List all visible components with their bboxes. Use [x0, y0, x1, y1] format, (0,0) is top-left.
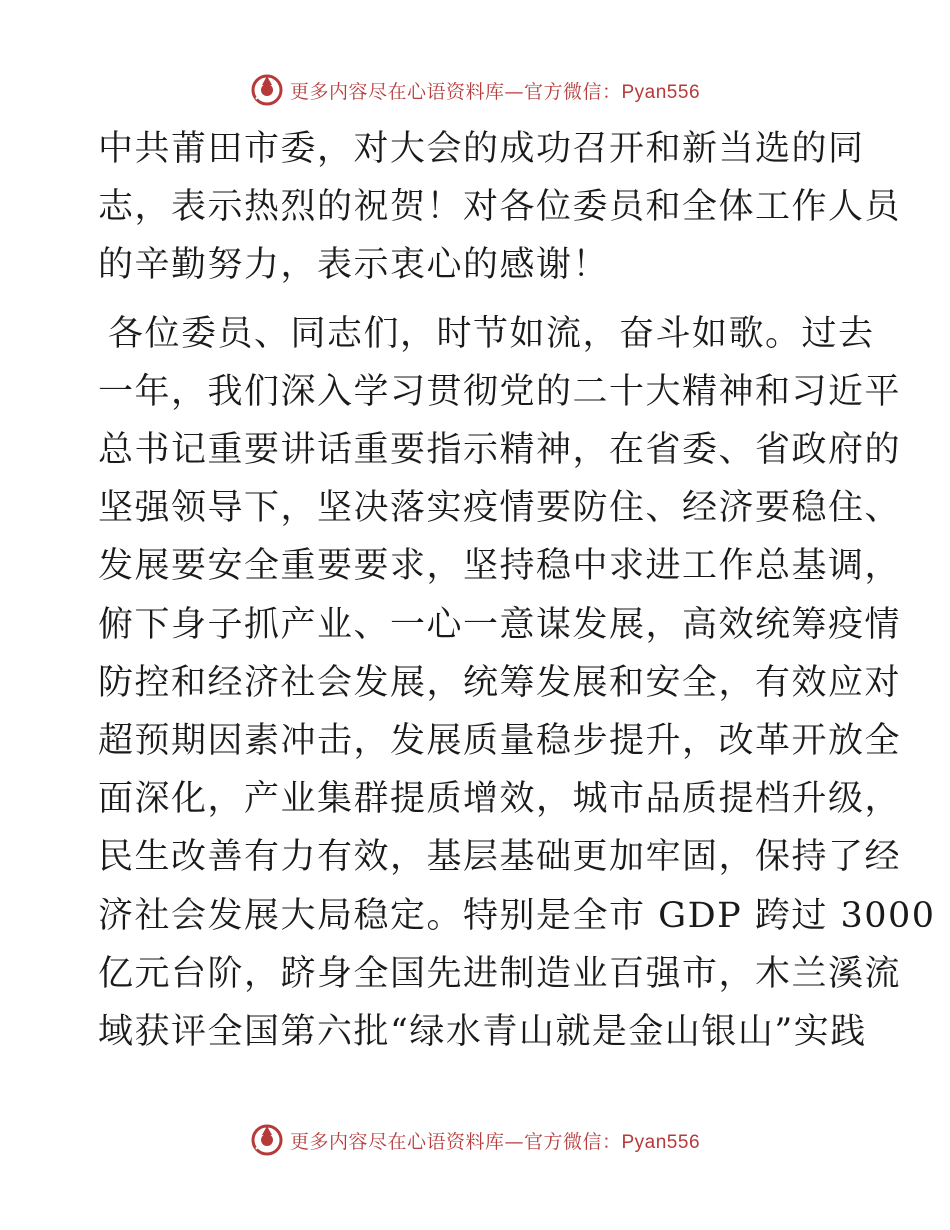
watermark-logo-icon	[250, 1123, 284, 1157]
watermark-handle: Pyan556	[621, 81, 701, 103]
text-line: 各位委员、同志们，时节如流，奋斗如歌。过去	[108, 313, 875, 354]
paragraph-2	[98, 305, 936, 1062]
text-line: 俯下身子抓产业、一心一意谋发展，高效统筹疫情	[98, 604, 902, 645]
text-line: 域获评全国第六批“绿水青山就是金山银山”实践	[98, 1012, 867, 1053]
text-line: 的辛勤努力，表示衷心的感谢！	[98, 245, 610, 286]
text-line: 志，表示热烈的祝贺！对各位委员和全体工作人员	[98, 187, 902, 228]
text-line: 一年，我们深入学习贯彻党的二十大精神和习近平	[98, 371, 902, 412]
watermark-text: 更多内容尽在心语资料库—官方微信：Pyan556	[289, 1130, 701, 1153]
header-watermark	[0, 70, 950, 110]
text-line: 发展要安全重要要求，坚持稳中求进工作总基调，	[98, 546, 902, 587]
watermark-text: 更多内容尽在心语资料库—官方微信：Pyan556	[289, 80, 701, 103]
watermark-handle: Pyan556	[621, 1131, 701, 1153]
text-line: 防控和经济社会发展，统筹发展和安全，有效应对	[98, 662, 902, 703]
text-line: 民生改善有力有效，基层基础更加牢固，保持了经	[98, 837, 902, 878]
text-line: 中共莆田市委，对大会的成功召开和新当选的同	[98, 129, 865, 169]
footer-watermark	[0, 1120, 950, 1160]
text-line: 济社会发展大局稳定。特别是全市 GDP 跨过 3000	[98, 895, 936, 936]
text-line: 坚强领导下，坚决落实疫情要防住、经济要稳住、	[98, 488, 902, 529]
document-body	[98, 120, 936, 1061]
paragraph-1	[98, 120, 902, 295]
text-line: 面深化，产业集群提质增效，城市品质提档升级，	[98, 779, 902, 820]
watermark-logo-icon	[250, 73, 284, 107]
text-line: 亿元台阶，跻身全国先进制造业百强市，木兰溪流	[98, 953, 902, 994]
text-line: 总书记重要讲话重要指示精神，在省委、省政府的	[98, 430, 902, 471]
text-line: 超预期因素冲击，发展质量稳步提升，改革开放全	[98, 721, 902, 762]
